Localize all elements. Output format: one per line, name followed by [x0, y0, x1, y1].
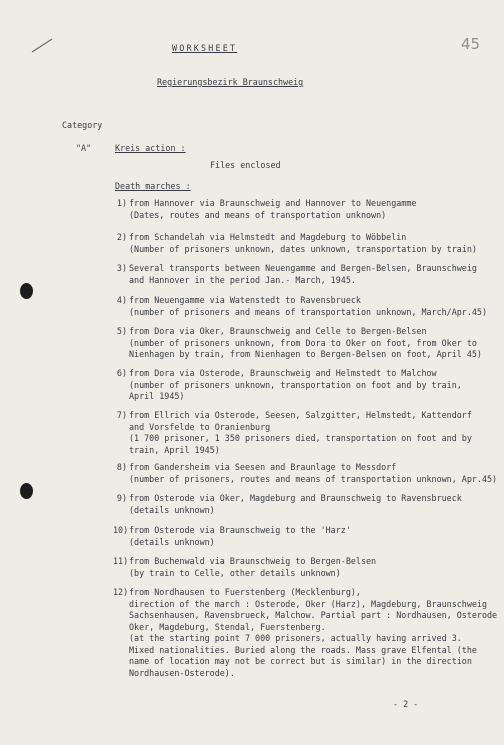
entry-text — [129, 410, 472, 456]
entry-line: from Dora via Oker, Braunschweig and Celle to Bergen-Belsen — [129, 326, 427, 336]
pencil-mark-icon — [30, 36, 54, 54]
entry-line: Mixed nationalities. Buried along the roads. Mass grave Elfental (the — [129, 644, 477, 655]
page-footer: - 2 - — [393, 699, 419, 709]
entry-line: from Dora via Osterode, Braunschweig and Helmstedt to Malchow — [129, 368, 437, 378]
entry-text — [129, 556, 376, 579]
worksheet-subtitle: Regierungsbezirk Braunschweig — [157, 77, 304, 87]
entry-text — [129, 368, 462, 403]
entry-line: train, April 1945) — [129, 444, 220, 455]
entry-text — [129, 198, 416, 221]
entry-number: 10) — [113, 525, 129, 535]
entry-line: Several transports between Neuengamme and Bergen-Belsen, Braunschweig — [129, 263, 477, 273]
entry-line: from Nordhausen to Fuerstenberg (Mecklenburg), — [129, 587, 361, 597]
entry-line: April 1945) — [129, 391, 185, 401]
entry-line: Sachsenhausen, Ravensbrueck, Malchow. Partial part : Nordhausen, Osterode — [129, 610, 498, 620]
category-code: "A" — [76, 143, 92, 153]
entry-text — [129, 232, 477, 255]
entry-line: name of location may not be correct but is similar) in the direction — [129, 656, 472, 666]
entry-number: 7) — [116, 410, 127, 420]
entry-number: 9) — [116, 493, 127, 503]
entry-line: direction of the march : Osterode, Oker (Harz), Magdeburg, Braunschweig — [129, 598, 487, 609]
entry-line: from Neuengamme via Watenstedt to Ravensbrueck — [129, 295, 361, 305]
punch-hole — [20, 283, 33, 299]
entry-line: and Vorsfelde to Oranienburg — [129, 421, 271, 432]
entry-line: Oker, Magdeburg, Stendal, Fuerstenberg. — [129, 621, 326, 632]
entry-line: Nordhausen-Osterode). — [129, 667, 235, 678]
entry-text — [129, 525, 351, 548]
entry-text — [129, 493, 462, 516]
entry-line: and Hannover in the period Jan.- March, 1945. — [129, 274, 356, 285]
entry-number: 12) — [113, 587, 129, 597]
entry-number: 5) — [116, 326, 127, 336]
worksheet-title: WORKSHEET — [172, 43, 238, 53]
entry-line: Nienhagen by train, from Nienhagen to Bergen-Belsen on foot, April 45) — [129, 349, 482, 359]
entry-line: (details unknown) — [129, 504, 215, 515]
entry-number: 1) — [116, 198, 127, 208]
entry-number: 4) — [116, 295, 127, 305]
entry-line: (at the starting point 7 000 prisoners, actually having arrived 3. — [129, 633, 462, 643]
entry-number: 8) — [116, 462, 127, 472]
entry-line: (number of prisoners and means of transportation unknown, March/Apr.45) — [129, 306, 487, 317]
kreis-action-label: Kreis action : — [115, 143, 186, 153]
entry-number: 6) — [116, 368, 127, 378]
entry-line: from Buchenwald via Braunschweig to Bergen-Belsen — [129, 556, 377, 566]
entry-line: (Number of prisoners unknown, dates unknown, transportation by train) — [129, 243, 477, 254]
entry-text — [129, 326, 482, 361]
entry-line: from Osterode via Braunschweig to the 'Harz' — [129, 525, 351, 535]
entry-text — [129, 462, 497, 485]
entry-line: (1 700 prisoner, 1 350 prisoners died, transportation on foot and by — [129, 433, 472, 443]
files-enclosed: Files enclosed — [210, 160, 281, 170]
entry-line: (number of prisoners, routes and means of transportation unknown, Apr.45) — [129, 473, 498, 484]
entry-line: from Hannover via Braunschweig and Hannover to Neuengamme — [129, 198, 417, 208]
entry-number: 11) — [113, 556, 129, 566]
entry-line: (number of prisoners unknown, from Dora to Oker on foot, from Oker to — [129, 337, 477, 348]
category-label: Category — [62, 120, 103, 130]
page-number: 45 — [461, 35, 481, 53]
entry-line: from Gandersheim via Seesen and Braunlage to Messdorf — [129, 462, 397, 472]
entry-text — [129, 587, 497, 679]
entry-number: 3) — [116, 263, 127, 273]
entry-line: from Osterode via Oker, Magdeburg and Braunschweig to Ravensbrueck — [129, 493, 462, 503]
entry-line: (number of prisoners unknown, transportation on foot and by train, — [129, 379, 462, 390]
entry-line: (Dates, routes and means of transportation unknown) — [129, 209, 387, 220]
entry-line: from Schandelah via Helmstedt and Magdeburg to Wöbbelin — [129, 232, 407, 242]
entry-number: 2) — [116, 232, 127, 242]
entry-text — [129, 263, 477, 286]
death-marches-heading: Death marches : — [115, 181, 191, 191]
entry-line: (details unknown) — [129, 536, 215, 547]
entry-line: (by train to Celle, other details unknown) — [129, 567, 341, 578]
entry-line: from Ellrich via Osterode, Seesen, Salzgitter, Helmstedt, Kattendorf — [129, 410, 472, 420]
punch-hole — [20, 483, 33, 499]
entry-text — [129, 295, 487, 318]
